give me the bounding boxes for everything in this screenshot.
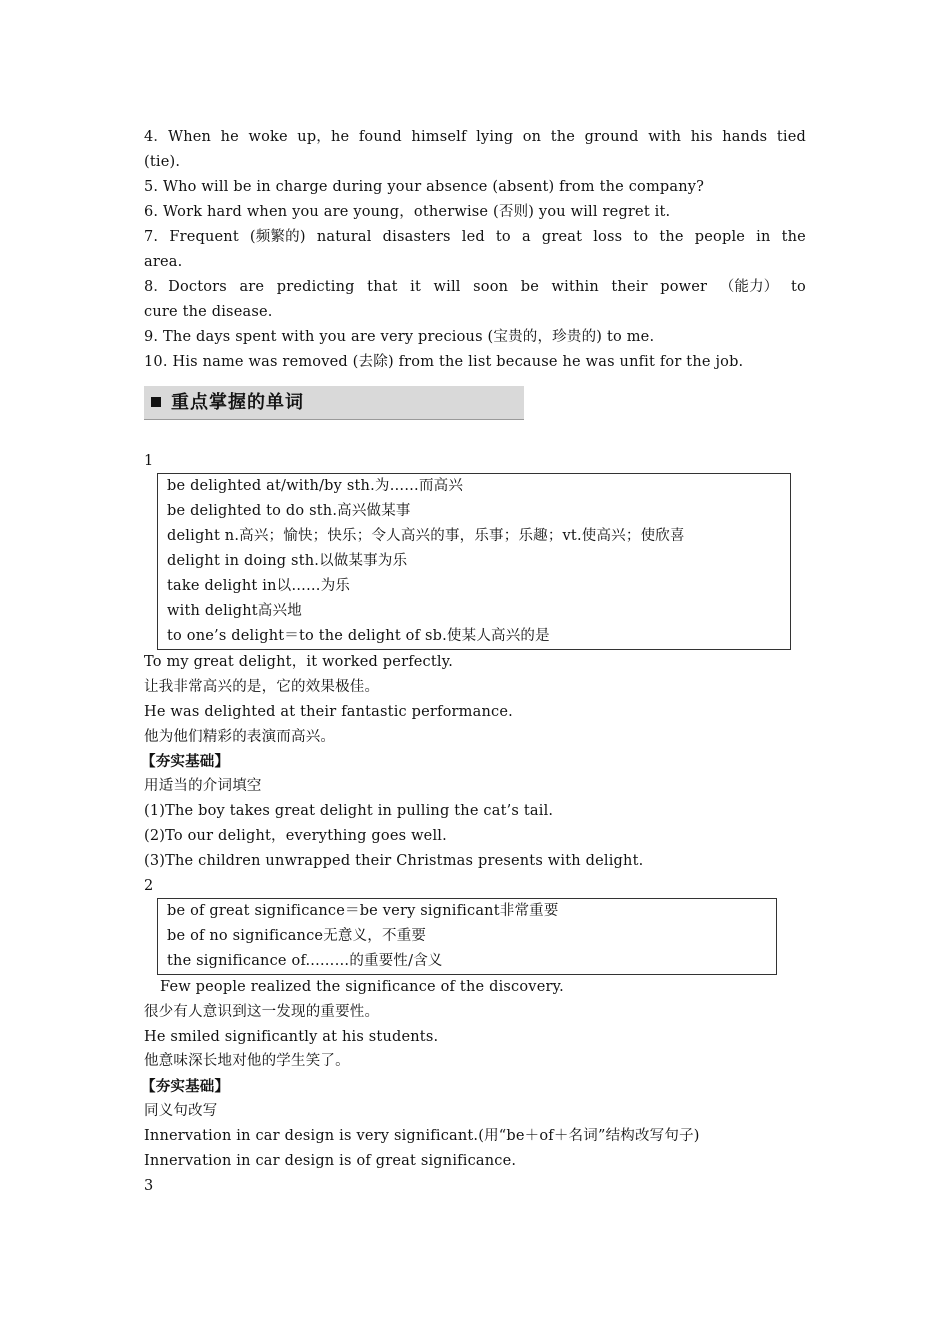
- item2-question-1: Innervation in car design is very significant.(用“be＋of＋名词”结构改写句子): [144, 1128, 700, 1144]
- word: lying: [476, 129, 514, 145]
- word: the: [550, 129, 576, 145]
- word: power: [660, 279, 708, 295]
- sentence-8-line1: [144, 275, 806, 300]
- item1-example2-zh: 他为他们精彩的表演而高兴。: [144, 729, 336, 745]
- word: hands: [722, 129, 768, 145]
- word: led: [461, 229, 485, 245]
- section-title: 重点掌握的单词: [171, 392, 304, 413]
- item1-box-line: delight in doing sth.以做某事为乐: [167, 553, 408, 569]
- item2-definition-box: [157, 898, 777, 975]
- sentence-10: 10. His name was removed (去除) from the list because he was unfit for the job.: [144, 354, 744, 370]
- word: a: [521, 229, 531, 245]
- word: to: [633, 229, 649, 245]
- word: （能力）: [719, 279, 779, 295]
- item1-drill-task: 用适当的介词填空: [144, 778, 262, 794]
- word: with: [648, 129, 682, 145]
- word: up，he: [297, 129, 350, 145]
- item-number-3: 3: [144, 1178, 154, 1194]
- word: on: [522, 129, 542, 145]
- word: loss: [593, 229, 623, 245]
- sentence-7-line1: [144, 225, 806, 250]
- word: are: [239, 279, 265, 295]
- word: tied: [776, 129, 806, 145]
- word: Frequent: [169, 229, 239, 245]
- word: his: [690, 129, 713, 145]
- square-bullet-icon: [151, 397, 161, 407]
- item1-box-line: delight n.高兴；愉快；快乐；令人高兴的事，乐事；乐趣；vt.使高兴；使欣喜: [167, 528, 685, 544]
- item2-box-line: be of no significance无意义，不重要: [167, 928, 427, 944]
- item1-question-1: (1)The boy takes great delight in pulling the cat’s tail.: [144, 803, 554, 819]
- item1-box-line: with delight高兴地: [167, 603, 302, 619]
- item2-example1-en: Few people realized the significance of the discovery.: [160, 979, 564, 995]
- sentence-9: 9. The days spent with you are very precious (宝贵的，珍贵的) to me.: [144, 329, 655, 345]
- word: great: [541, 229, 583, 245]
- word: to: [495, 229, 511, 245]
- word: will: [433, 279, 461, 295]
- item1-example1-en: To my great delight，it worked perfectly.: [144, 654, 454, 670]
- item2-box-line: be of great significance＝be very significant非常重要: [167, 903, 559, 919]
- word: 7.: [144, 229, 159, 245]
- word: (频繁的): [249, 229, 306, 245]
- word: the: [659, 229, 684, 245]
- item1-box-line: to one’s delight＝to the delight of sb.使某人高兴的是: [167, 628, 550, 644]
- item2-drill-label: 【夯实基础】: [141, 1078, 230, 1095]
- item1-question-2: (2)To our delight，everything goes well.: [144, 828, 447, 844]
- sentence-5: 5. Who will be in charge during your absence (absent) from the company?: [144, 179, 705, 195]
- item2-example2-en: He smiled significantly at his students.: [144, 1029, 439, 1045]
- item-number-1: 1: [144, 453, 154, 469]
- word: he: [220, 129, 239, 145]
- section-header: [144, 386, 524, 420]
- item2-answer-1: Innervation in car design is of great significance.: [144, 1153, 517, 1169]
- word: found: [358, 129, 402, 145]
- word: woke: [248, 129, 288, 145]
- item2-example1-zh: 很少有人意识到这一发现的重要性。: [144, 1004, 380, 1020]
- word: people: [694, 229, 746, 245]
- item2-box-line: the significance of...……的重要性/含义: [167, 953, 443, 969]
- item1-box-line: be delighted at/with/by sth.为……而高兴: [167, 478, 464, 494]
- word: in: [756, 229, 771, 245]
- item1-example1-zh: 让我非常高兴的是，它的效果极佳。: [144, 679, 380, 695]
- item1-box-line: take delight in以……为乐: [167, 578, 351, 594]
- word: himself: [411, 129, 467, 145]
- word: ground: [584, 129, 639, 145]
- word: disasters: [382, 229, 451, 245]
- sentence-4-line2: (tie).: [144, 154, 181, 170]
- word: that: [367, 279, 398, 295]
- item1-example2-en: He was delighted at their fantastic performance.: [144, 704, 513, 720]
- word: within: [551, 279, 599, 295]
- item-number-2: 2: [144, 878, 154, 894]
- sentence-8-line2: cure the disease.: [144, 304, 273, 320]
- item1-box-line: be delighted to do sth.高兴做某事: [167, 503, 411, 519]
- word: it: [410, 279, 421, 295]
- word: predicting: [276, 279, 355, 295]
- sentence-4-line1: [144, 125, 806, 150]
- word: 8．Doctors: [144, 279, 227, 295]
- word: 4．When: [144, 129, 212, 145]
- sentence-7-line2: area.: [144, 254, 183, 270]
- word: soon: [473, 279, 509, 295]
- word: natural: [316, 229, 372, 245]
- item2-example2-zh: 他意味深长地对他的学生笑了。: [144, 1053, 350, 1069]
- item2-drill-task: 同义句改写: [144, 1103, 218, 1119]
- item1-drill-label: 【夯实基础】: [141, 753, 230, 770]
- item1-definition-box: [157, 473, 791, 650]
- sentence-6: 6. Work hard when you are young，otherwise (否则) you will regret it.: [144, 204, 671, 220]
- word: be: [520, 279, 539, 295]
- word: to: [791, 279, 806, 295]
- word: their: [611, 279, 648, 295]
- word: the: [781, 229, 806, 245]
- item1-question-3: (3)The children unwrapped their Christmas presents with delight.: [144, 853, 644, 869]
